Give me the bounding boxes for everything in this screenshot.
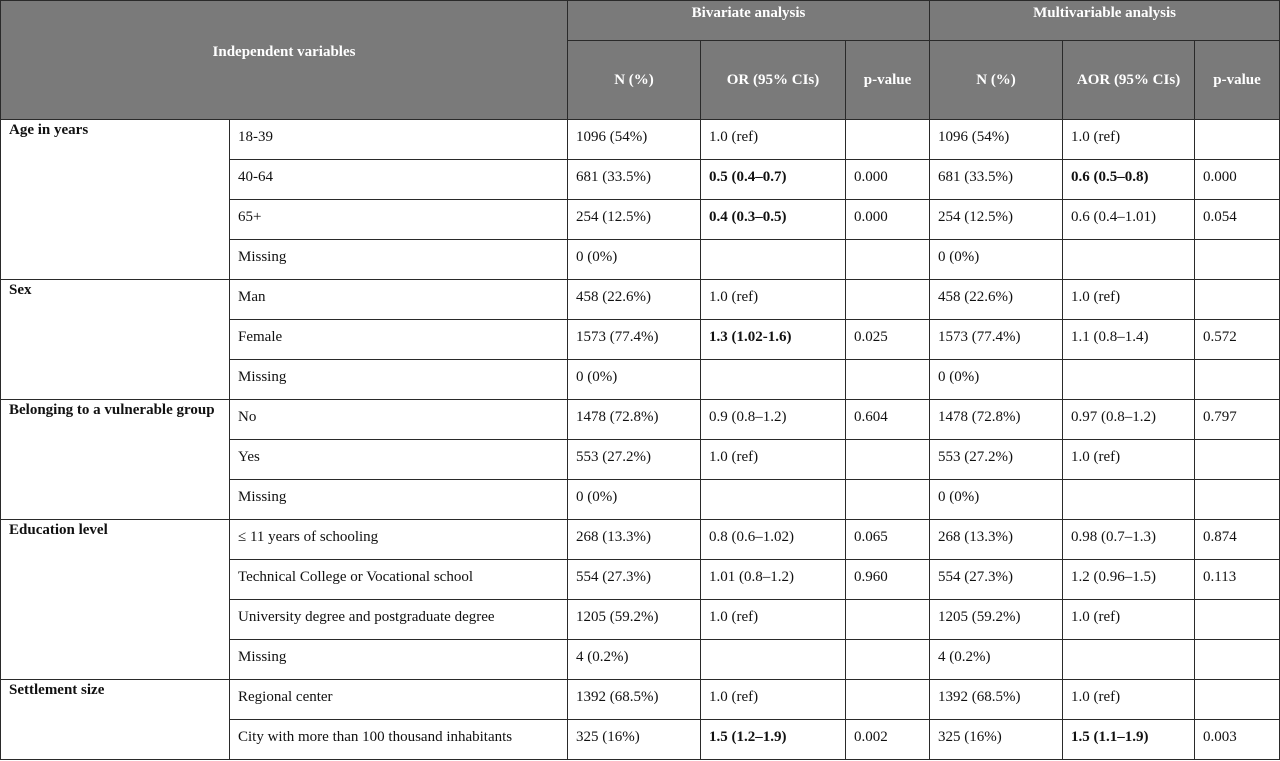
- n-pct-multivariable-cell: 681 (33.5%): [930, 160, 1063, 200]
- or-cell: 1.0 (ref): [701, 680, 846, 720]
- variable-label: Education level: [9, 522, 108, 538]
- p-value-multivariable-cell: [1195, 640, 1280, 680]
- n-pct-multivariable-cell: 0 (0%): [930, 240, 1063, 280]
- p-value-bivariate-cell: 0.604: [846, 400, 930, 440]
- n-pct-multivariable-cell: 0 (0%): [930, 480, 1063, 520]
- p-value-bivariate-cell: [846, 240, 930, 280]
- n-pct-bivariate-cell: 1392 (68.5%): [568, 680, 701, 720]
- n-pct-bivariate-cell: 1478 (72.8%): [568, 400, 701, 440]
- aor-cell: 0.6 (0.4–1.01): [1063, 200, 1195, 240]
- or-cell: 1.5 (1.2–1.9): [701, 720, 846, 760]
- or-cell: 1.0 (ref): [701, 440, 846, 480]
- category-cell: Missing: [230, 360, 568, 400]
- p-value-bivariate-cell: [846, 680, 930, 720]
- p-value-bivariate-cell: [846, 120, 930, 160]
- or-cell: 1.0 (ref): [701, 600, 846, 640]
- variable-cell: [1, 120, 230, 280]
- p-value-bivariate-cell: [846, 280, 930, 320]
- n-pct-bivariate-cell: 0 (0%): [568, 240, 701, 280]
- aor-cell: 1.0 (ref): [1063, 280, 1195, 320]
- variable-label: Sex: [9, 282, 32, 298]
- n-pct-multivariable-cell: 1392 (68.5%): [930, 680, 1063, 720]
- n-pct-bivariate-cell: 268 (13.3%): [568, 520, 701, 560]
- or-cell: 1.0 (ref): [701, 280, 846, 320]
- category-cell: Missing: [230, 240, 568, 280]
- aor-cell: 1.5 (1.1–1.9): [1063, 720, 1195, 760]
- n-pct-bivariate-cell: 1573 (77.4%): [568, 320, 701, 360]
- p-value-multivariable-cell: 0.572: [1195, 320, 1280, 360]
- n-pct-bivariate-cell: 1096 (54%): [568, 120, 701, 160]
- p-value-bivariate-cell: 0.025: [846, 320, 930, 360]
- n-pct-multivariable-cell: 268 (13.3%): [930, 520, 1063, 560]
- or-cell: [701, 480, 846, 520]
- or-cell: [701, 240, 846, 280]
- n-pct-multivariable-cell: 1096 (54%): [930, 120, 1063, 160]
- category-cell: No: [230, 400, 568, 440]
- p-value-multivariable-cell: 0.874: [1195, 520, 1280, 560]
- header-n-pct-bivariate: N (%): [568, 41, 701, 120]
- n-pct-bivariate-cell: 458 (22.6%): [568, 280, 701, 320]
- n-pct-multivariable-cell: 0 (0%): [930, 360, 1063, 400]
- n-pct-bivariate-cell: 1205 (59.2%): [568, 600, 701, 640]
- p-value-bivariate-cell: 0.000: [846, 160, 930, 200]
- header-aor: AOR (95% CIs): [1063, 41, 1195, 120]
- p-value-multivariable-cell: [1195, 680, 1280, 720]
- p-value-multivariable-cell: [1195, 360, 1280, 400]
- n-pct-bivariate-cell: 553 (27.2%): [568, 440, 701, 480]
- category-cell: 40-64: [230, 160, 568, 200]
- variable-label: Belonging to a vulnerable group: [9, 402, 215, 418]
- category-cell: Missing: [230, 480, 568, 520]
- aor-cell: 1.2 (0.96–1.5): [1063, 560, 1195, 600]
- n-pct-multivariable-cell: 553 (27.2%): [930, 440, 1063, 480]
- n-pct-bivariate-cell: 4 (0.2%): [568, 640, 701, 680]
- or-cell: [701, 360, 846, 400]
- aor-cell: 1.1 (0.8–1.4): [1063, 320, 1195, 360]
- aor-cell: [1063, 480, 1195, 520]
- p-value-multivariable-cell: [1195, 120, 1280, 160]
- header-p-value-multivariable: p-value: [1195, 41, 1280, 120]
- table-row: [1, 120, 1280, 160]
- table-row: [1, 280, 1280, 320]
- aor-cell: 1.0 (ref): [1063, 120, 1195, 160]
- header-independent-variables: Independent variables: [1, 1, 568, 120]
- header-n-pct-multivariable: N (%): [930, 41, 1063, 120]
- category-cell: Female: [230, 320, 568, 360]
- n-pct-multivariable-cell: 1205 (59.2%): [930, 600, 1063, 640]
- p-value-bivariate-cell: 0.000: [846, 200, 930, 240]
- variable-label: Age in years: [9, 122, 89, 138]
- category-cell: 18-39: [230, 120, 568, 160]
- category-cell: Man: [230, 280, 568, 320]
- table-header: [1, 1, 1280, 120]
- p-value-multivariable-cell: 0.797: [1195, 400, 1280, 440]
- n-pct-bivariate-cell: 325 (16%): [568, 720, 701, 760]
- or-cell: 0.8 (0.6–1.02): [701, 520, 846, 560]
- table-body: [1, 120, 1280, 760]
- category-cell: City with more than 100 thousand inhabitants: [230, 720, 568, 760]
- aor-cell: 0.98 (0.7–1.3): [1063, 520, 1195, 560]
- or-cell: 1.01 (0.8–1.2): [701, 560, 846, 600]
- p-value-multivariable-cell: [1195, 480, 1280, 520]
- p-value-bivariate-cell: [846, 600, 930, 640]
- or-cell: 0.4 (0.3–0.5): [701, 200, 846, 240]
- aor-cell: [1063, 360, 1195, 400]
- table-row: [1, 400, 1280, 440]
- p-value-bivariate-cell: [846, 480, 930, 520]
- n-pct-bivariate-cell: 681 (33.5%): [568, 160, 701, 200]
- p-value-multivariable-cell: 0.113: [1195, 560, 1280, 600]
- header-bivariate-analysis: Bivariate analysis: [568, 1, 930, 41]
- aor-cell: 1.0 (ref): [1063, 680, 1195, 720]
- n-pct-multivariable-cell: 254 (12.5%): [930, 200, 1063, 240]
- p-value-bivariate-cell: 0.002: [846, 720, 930, 760]
- or-cell: 1.0 (ref): [701, 120, 846, 160]
- p-value-bivariate-cell: [846, 440, 930, 480]
- header-multivariable-analysis: Multivariable analysis: [930, 1, 1280, 41]
- p-value-bivariate-cell: [846, 360, 930, 400]
- variable-cell: [1, 400, 230, 520]
- aor-cell: 1.0 (ref): [1063, 600, 1195, 640]
- n-pct-multivariable-cell: 1478 (72.8%): [930, 400, 1063, 440]
- aor-cell: 0.97 (0.8–1.2): [1063, 400, 1195, 440]
- p-value-multivariable-cell: [1195, 600, 1280, 640]
- p-value-multivariable-cell: 0.003: [1195, 720, 1280, 760]
- variable-label: Settlement size: [9, 682, 105, 698]
- or-cell: [701, 640, 846, 680]
- category-cell: University degree and postgraduate degree: [230, 600, 568, 640]
- p-value-multivariable-cell: [1195, 240, 1280, 280]
- variable-cell: [1, 280, 230, 400]
- p-value-bivariate-cell: [846, 640, 930, 680]
- category-cell: Yes: [230, 440, 568, 480]
- or-cell: 0.5 (0.4–0.7): [701, 160, 846, 200]
- category-cell: Regional center: [230, 680, 568, 720]
- aor-cell: 0.6 (0.5–0.8): [1063, 160, 1195, 200]
- table-row: [1, 520, 1280, 560]
- n-pct-multivariable-cell: 1573 (77.4%): [930, 320, 1063, 360]
- n-pct-bivariate-cell: 254 (12.5%): [568, 200, 701, 240]
- category-cell: ≤ 11 years of schooling: [230, 520, 568, 560]
- n-pct-multivariable-cell: 4 (0.2%): [930, 640, 1063, 680]
- table-row: [1, 680, 1280, 720]
- p-value-multivariable-cell: 0.054: [1195, 200, 1280, 240]
- header-p-value-bivariate: p-value: [846, 41, 930, 120]
- n-pct-bivariate-cell: 0 (0%): [568, 360, 701, 400]
- or-cell: 1.3 (1.02-1.6): [701, 320, 846, 360]
- variable-cell: [1, 520, 230, 680]
- p-value-bivariate-cell: 0.065: [846, 520, 930, 560]
- n-pct-multivariable-cell: 458 (22.6%): [930, 280, 1063, 320]
- category-cell: Missing: [230, 640, 568, 680]
- n-pct-multivariable-cell: 325 (16%): [930, 720, 1063, 760]
- p-value-multivariable-cell: 0.000: [1195, 160, 1280, 200]
- n-pct-bivariate-cell: 0 (0%): [568, 480, 701, 520]
- or-cell: 0.9 (0.8–1.2): [701, 400, 846, 440]
- p-value-bivariate-cell: 0.960: [846, 560, 930, 600]
- variable-cell: [1, 680, 230, 760]
- category-cell: 65+: [230, 200, 568, 240]
- aor-cell: [1063, 640, 1195, 680]
- aor-cell: [1063, 240, 1195, 280]
- aor-cell: 1.0 (ref): [1063, 440, 1195, 480]
- n-pct-bivariate-cell: 554 (27.3%): [568, 560, 701, 600]
- category-cell: Technical College or Vocational school: [230, 560, 568, 600]
- p-value-multivariable-cell: [1195, 440, 1280, 480]
- p-value-multivariable-cell: [1195, 280, 1280, 320]
- n-pct-multivariable-cell: 554 (27.3%): [930, 560, 1063, 600]
- header-or: OR (95% CIs): [701, 41, 846, 120]
